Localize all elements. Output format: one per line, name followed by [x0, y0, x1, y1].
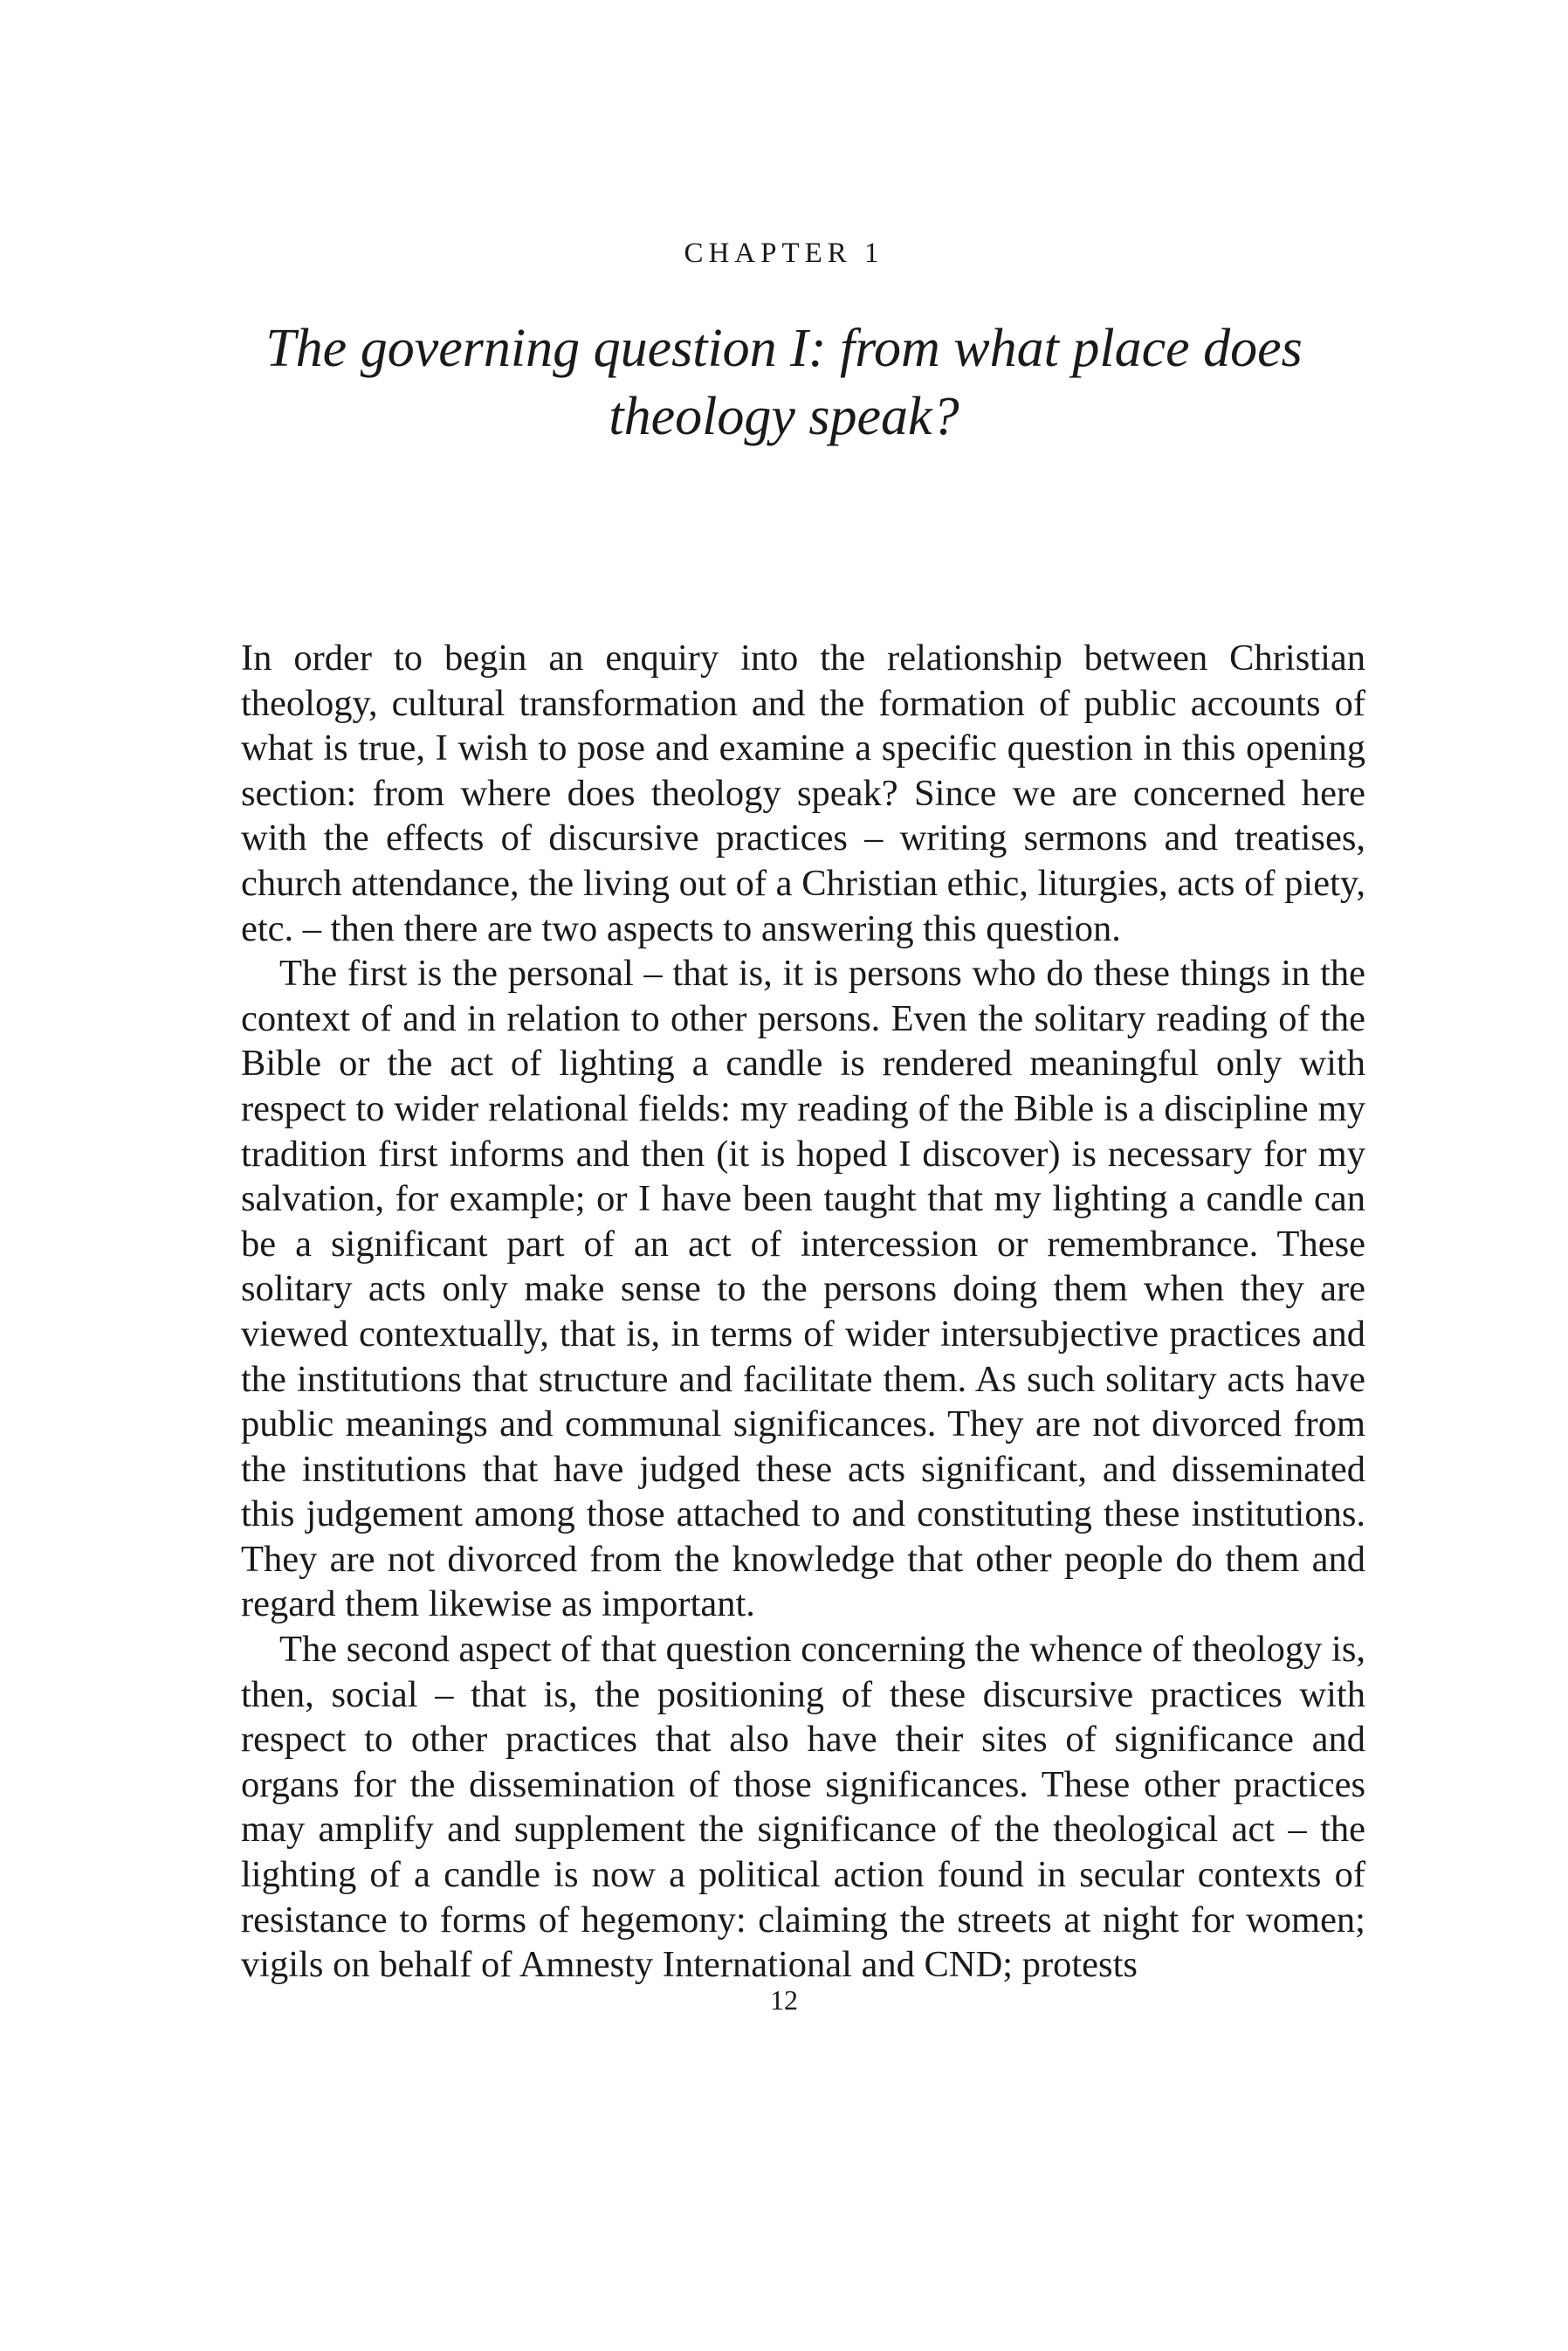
- chapter-label: CHAPTER 1: [684, 238, 884, 269]
- paragraph-2: The first is the personal – that is, it is persons who do these things in the context of and in relation to other persons. Even the solitary reading of the Bible or the act of lighting a candle is rendered meaningful only with respect to wider relational fields: my reading of the Bible is a discipline my tradition first informs and then (it is hoped I discover) is necessary for my salvation, for example; or I have been taught that my lighting a candle can be a significant part of an act of intercession or remembrance. These solitary acts only make sense to the persons doing them when they are viewed contextually, that is, in terms of wider intersubjective practices and the institutions that structure and facilitate them. As such solitary acts have public meanings and communal significances. They are not divorced from the institutions that have judged these acts significant, and disseminated this judgement among those attached to and constituting these institutions. They are not divorced from the knowledge that other people do them and regard them likewise as important.: [241, 953, 1365, 1625]
- page-number: 12: [770, 1984, 798, 2016]
- chapter-title-line-2: theology speak?: [609, 387, 959, 446]
- paragraph-3: The second aspect of that question concerning the whence of theology is, then, social – that is, the positioning of these discursive practices with respect to other practices that also have their sites of significance and organs for the dissemination of those significances. These other practices may amplify and supplement the significance of the theological act – the lighting of a candle is now a political action found in secular contexts of resistance to forms of hegemony: claiming the streets at night for women; vigils on behalf of Amnesty International and CND; protests: [241, 1629, 1365, 1986]
- paragraph-1: In order to begin an enquiry into the relationship between Christian theology, cultural transformation and the formation of public accounts of what is true, I wish to pose and examine a specific question in this opening section: from where does theology speak? Since we are concerned here with the effects of discursive practices – writing sermons and treatises, church attendance, the living out of a Christian ethic, liturgies, acts of piety, etc. – then there are two aspects to answering this question.: [241, 638, 1365, 949]
- chapter-title: [262, 314, 1306, 451]
- chapter-title-line-1: The governing question I: from what place does: [265, 319, 1303, 378]
- body-text: [241, 636, 1365, 1988]
